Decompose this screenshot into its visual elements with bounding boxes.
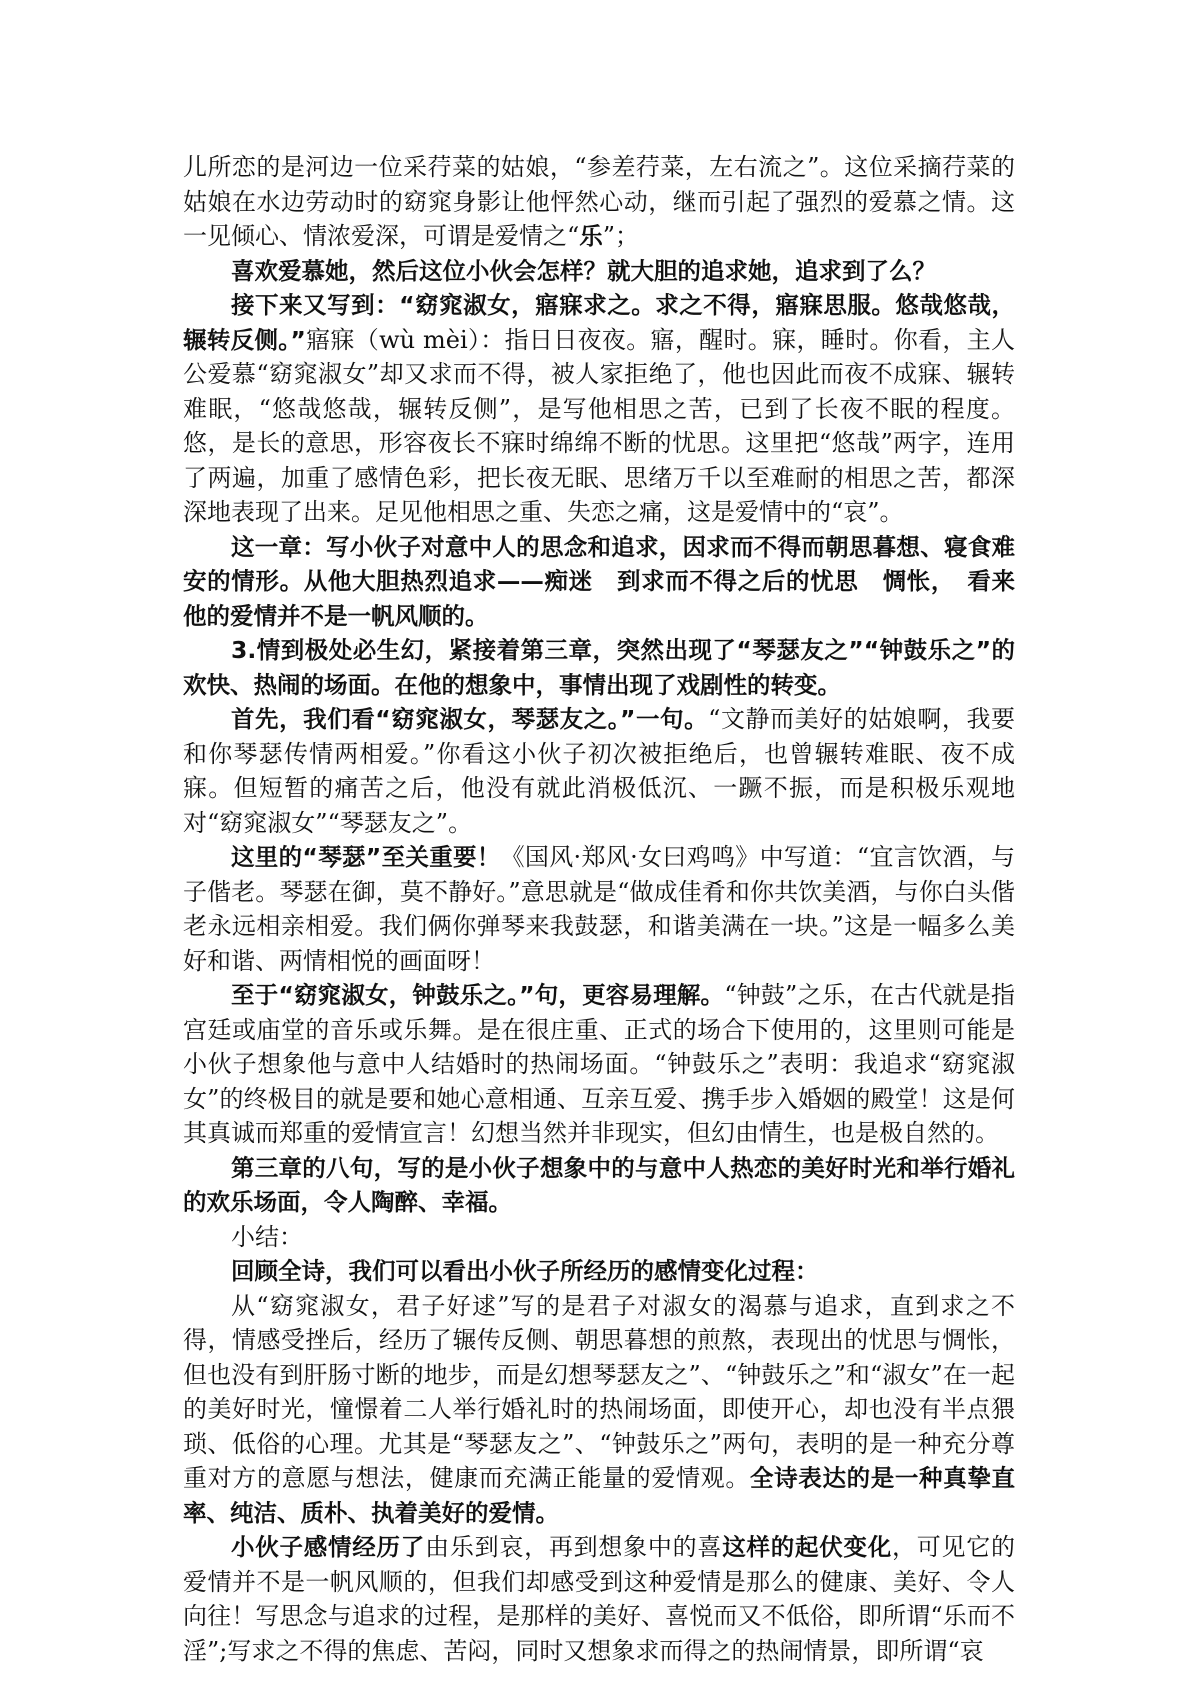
text-run: 由乐到哀，再到想象中的喜 xyxy=(425,1533,723,1561)
paragraph xyxy=(183,1289,1015,1531)
paragraph xyxy=(183,254,1015,289)
bold-text-run: 这一章：写小伙子对意中人的思念和追求，因求而不得而朝思暮想、寝食难安的情形。从他大胆热烈追求——痴迷 到求而不得之后的忧思 惆怅， 看来他的爱情并不是一帆风顺的。 xyxy=(183,532,1015,630)
bold-text-run: 3.情到极处必生幻，紧接着第三章，突然出现了“琴瑟友之”“钟鼓乐之”的欢快、热闹的场面。在他的想象中，事情出现了戏剧性的转变。 xyxy=(183,636,1015,699)
paragraph xyxy=(183,150,1015,254)
bold-text-run: 全诗表达的是一种真挚直率、纯洁、质朴、执着美好的爱情。 xyxy=(183,1464,1015,1527)
bold-text-run: 乐 xyxy=(579,222,603,250)
text-run: 寤寐（wù mèi）：指日日夜夜。寤，醒时。寐，睡时。你看，主人公爱慕“窈窕淑女”却又求而不得，被人家拒绝了，他也因此而夜不成寐、辗转难眠，“悠哉悠哉，辗转反侧”，是写他相思之苦，已到了长夜不眠的程度。悠，是长的意思，形容夜长不寐时绵绵不断的忧思。这里把“悠哉”两字，连用了两遍，加重了感情色彩，把长夜无眠、思绪万千以至难耐的相思之苦，都深深地表现了出来。足见他相思之重、失恋之痛，这是爱情中的“哀”。 xyxy=(183,325,1015,526)
bold-text-run: 接下来又写到：“窈窕淑女，寤寐求之。求之不得，寤寐思服。悠哉悠哉，辗转反侧。” xyxy=(183,291,1015,354)
paragraph xyxy=(183,1530,1015,1668)
paragraph xyxy=(183,1151,1015,1220)
bold-text-run: 喜欢爱慕她，然后这位小伙会怎样？就大胆的追求她，追求到了么？ xyxy=(231,256,936,285)
bold-text-run: 这样的起伏变化 xyxy=(722,1533,892,1561)
text-run: “钟鼓”之乐，在古代就是指宫廷或庙堂的音乐或乐舞。是在很庄重、正式的场合下使用的，这里则可能是小伙子想象他与意中人结婚时的热闹场面。“钟鼓乐之”表明：我追求“窈窕淑女”的终极目的就是要和她心意相通、互亲互爱、携手步入婚姻的殿堂！这是何其真诚而郑重的爱情宣言！幻想当然并非现实，但幻由情生，也是极自然的。 xyxy=(183,981,1016,1147)
text-run: ，可见它的爱情并不是一帆风顺的，但我们却感受到这种爱情是那么的健康、美好、令人向往！写思念与追求的过程，是那样的美好、喜悦而又不低俗，即所谓“乐而不淫”;写求之不得的焦虑、苦闷，同时又想象求而得之的热闹情景，即所谓“哀 xyxy=(183,1533,1016,1665)
bold-text-run: 首先，我们看“窈窕淑女，琴瑟友之。”一句。 xyxy=(231,705,709,733)
bold-text-run: 这里的“琴瑟”至关重要！ xyxy=(231,843,501,871)
paragraph xyxy=(183,1220,1015,1255)
text-run: ”； xyxy=(602,222,640,250)
paragraph xyxy=(183,288,1015,530)
bold-text-run: 回顾全诗，我们可以看出小伙子所经历的感情变化过程： xyxy=(231,1257,819,1285)
paragraph xyxy=(183,633,1015,702)
text-run: 《国风·郑风·女曰鸡鸣》中写道：“宜言饮酒，与子偕老。琴瑟在御，莫不静好。”意思就是“做成佳肴和你共饮美酒，与你白头偕老永远相亲相爱。我们俩你弹琴来我鼓瑟，和谐美满在一块。”这是一幅多么美好和谐、两情相悦的画面呀！ xyxy=(183,843,1015,975)
text-run: 小结： xyxy=(231,1222,303,1251)
document-page xyxy=(183,150,1015,1668)
bold-text-run: 小伙子感情经历了 xyxy=(231,1533,426,1561)
text-run: “文静而美好的姑娘啊，我要和你琴瑟传情两相爱。”你看这小伙子初次被拒绝后，也曾辗转难眠、夜不成寐。但短暂的痛苦之后，他没有就此消极低沉、一蹶不振，而是积极乐观地对“窈窕淑女”“琴瑟友之”。 xyxy=(183,705,1015,837)
paragraph xyxy=(183,530,1015,634)
paragraph xyxy=(183,702,1015,840)
bold-text-run: 至于“窈窕淑女，钟鼓乐之。”句，更容易理解。 xyxy=(231,981,725,1009)
text-run: 儿所恋的是河边一位采荇菜的姑娘，“参差荇菜，左右流之”。这位采摘荇菜的姑娘在水边劳动时的窈窕身影让他怦然心动，继而引起了强烈的爱慕之情。这一见倾心、情浓爱深，可谓是爱情之“ xyxy=(183,153,1015,250)
paragraph xyxy=(183,840,1015,978)
bold-text-run: 第三章的八句，写的是小伙子想象中的与意中人热恋的美好时光和举行婚礼的欢乐场面，令人陶醉、幸福。 xyxy=(183,1153,1015,1216)
text-run: 从“窈窕淑女，君子好逑”写的是君子对淑女的渴慕与追求，直到求之不得，情感受挫后，经历了辗传反侧、朝思暮想的煎熬，表现出的忧思与惆怅，但也没有到肝肠寸断的地步，而是幻想琴瑟友之”、“钟鼓乐之”和“淑女”在一起的美好时光，憧憬着二人举行婚礼时的热闹场面，即使开心，却也没有半点猥琐、低俗的心理。尤其是“琴瑟友之”、“钟鼓乐之”两句，表明的是一种充分尊重对方的意愿与想法，健康而充满正能量的爱情观。 xyxy=(183,1291,1015,1492)
paragraph xyxy=(183,1254,1015,1289)
paragraph xyxy=(183,978,1015,1151)
